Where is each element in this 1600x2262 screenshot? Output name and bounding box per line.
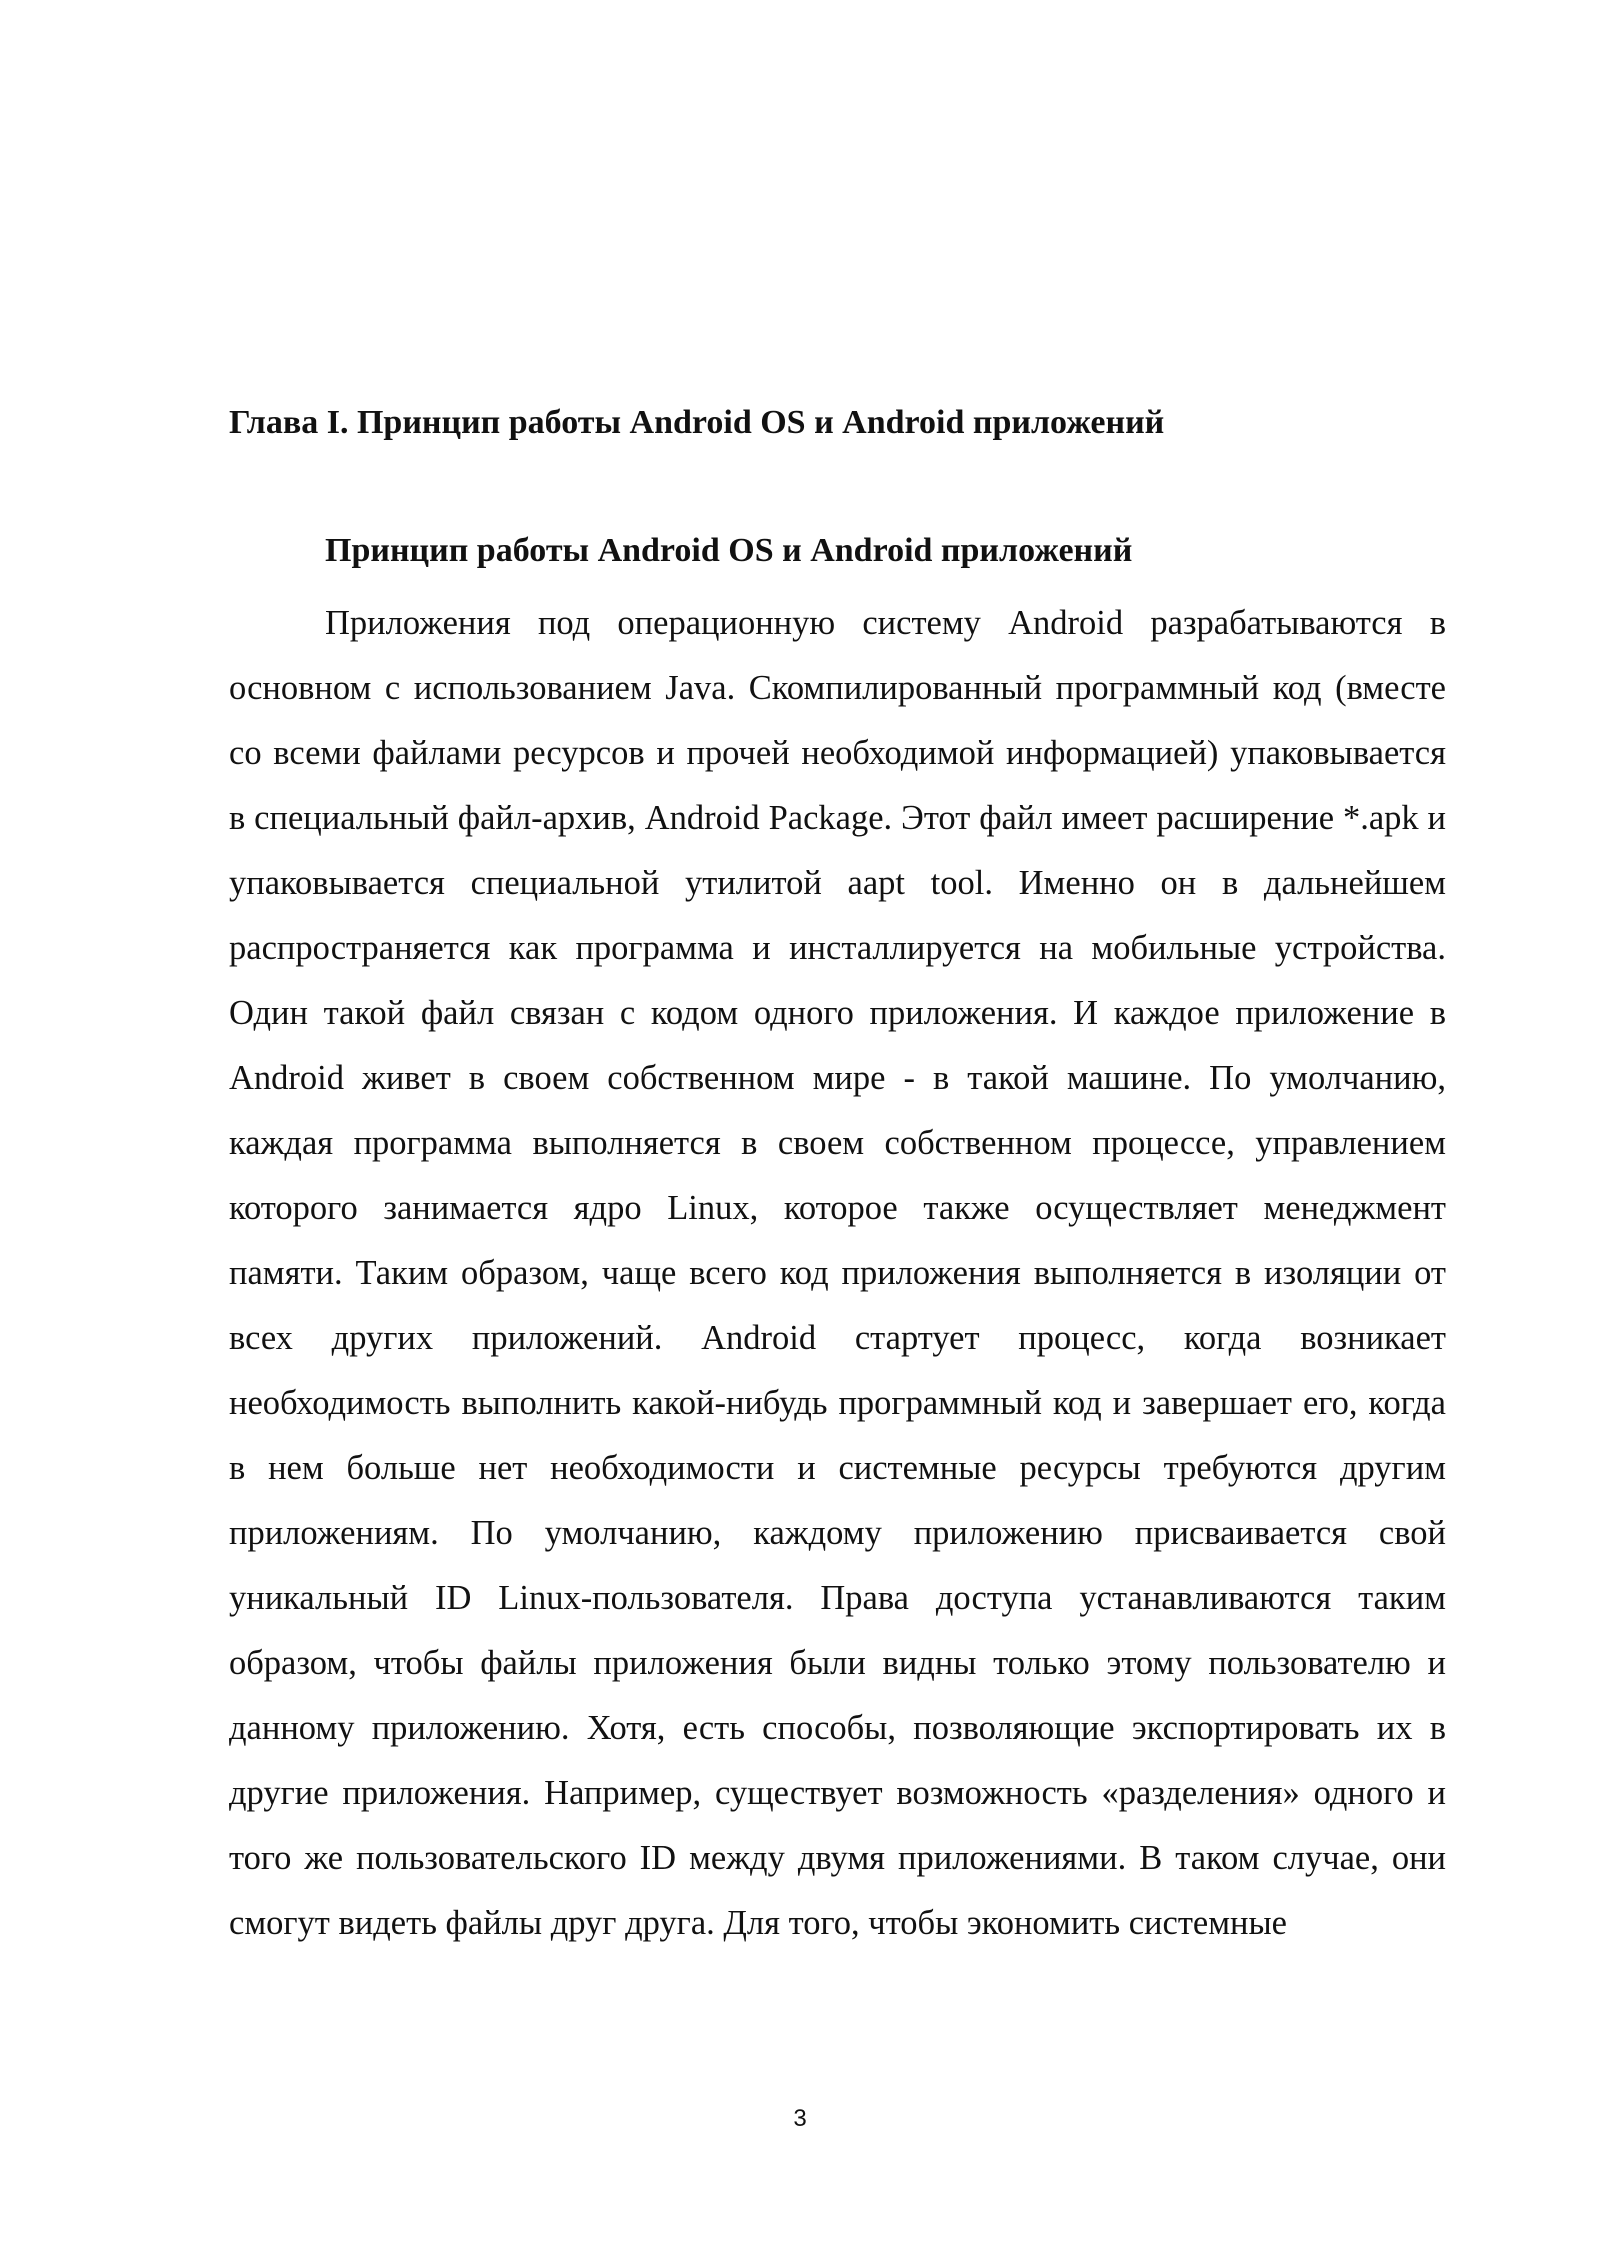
section-title: Принцип работы Android OS и Android приложений (325, 532, 1133, 569)
page-content (229, 398, 1446, 1956)
page-number: 3 (793, 2105, 807, 2132)
chapter-title: Глава I. Принцип работы Android OS и Android приложений (229, 404, 1165, 441)
body-paragraph: Приложения под операционную систему Android разрабатываются в основном с использованием Java. Скомпилированный программный код (вместе со всеми файлами ресурсов и прочей необходимой информацией) упаковывается в специальный файл-архив, Android Package. Этот файл имеет расширение *.apk и упаковывается специальной утилитой aapt tool. Именно он в дальнейшем распространяется как программа и инсталлируется на мобильные устройства. Один такой файл связан с кодом одного приложения. И каждое приложение в Android живет в своем собственном мире - в такой машине. По умолчанию, каждая программа выполняется в своем собственном процессе, управлением которого занимается ядро Linux, которое также осуществляет менеджмент памяти. Таким образом, чаще всего код приложения выполняется в изоляции от всех других приложений. Android стартует процесс, когда возникает необходимость выполнить какой-нибудь программный код и завершает его, когда в нем больше нет необходимости и системные ресурсы требуются другим приложениям. По умолчанию, каждому приложению присваивается свой уникальный ID Linux-пользователя. Права доступа устанавливаются таким образом, чтобы файлы приложения были видны только этому пользователю и данному приложению. Хотя, есть способы, позволяющие экспортировать их в другие приложения. Например, существует возможность «разделения» одного и того же пользовательского ID между двумя приложениями. В таком случае, они смогут видеть файлы друг друга. Для того, чтобы экономить системные (229, 604, 1446, 1942)
